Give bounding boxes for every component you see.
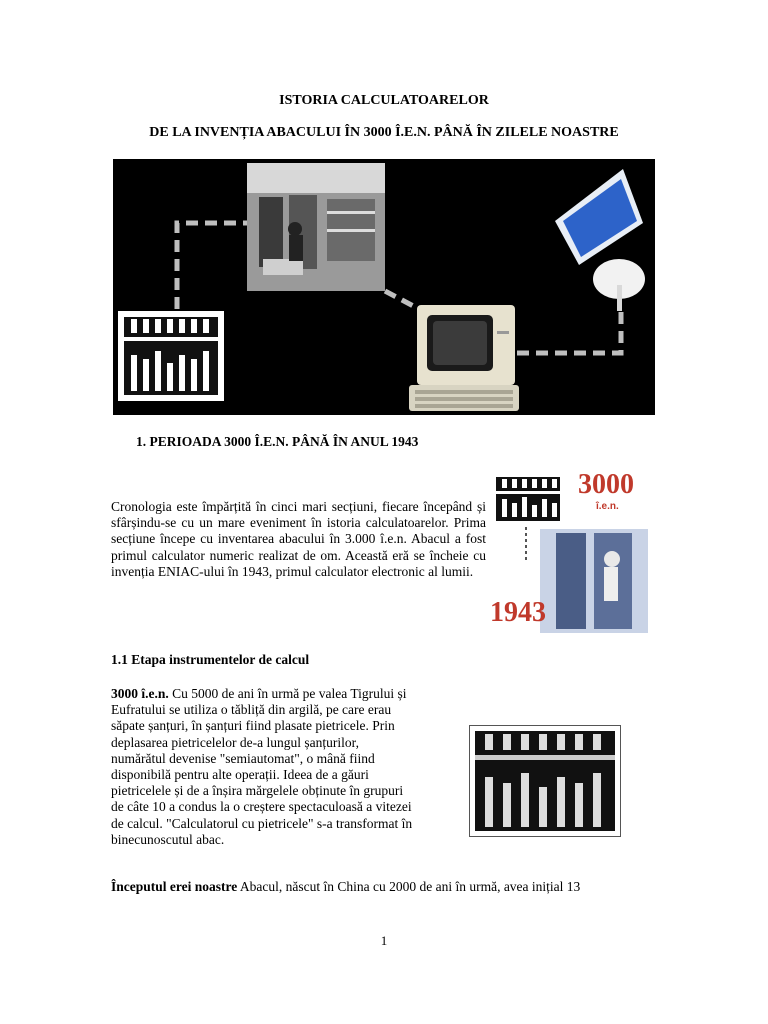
continuation-paragraph	[111, 879, 651, 895]
continuation-lead: Începutul erei noastre	[111, 879, 238, 894]
computer-evolution-image	[113, 159, 655, 415]
abacus-image	[469, 725, 621, 837]
document-subtitle: DE LA INVENȚIA ABACULUI ÎN 3000 Î.E.N. PÂNĂ ÎN ZILELE NOASTRE	[149, 125, 619, 140]
page-number: 1	[380, 933, 388, 948]
document-title: ISTORIA CALCULATOARELOR	[279, 93, 489, 108]
timeline-image	[490, 467, 650, 637]
timeline-year-end: 1943	[490, 597, 546, 628]
mainframe-photo	[247, 163, 385, 291]
subsection-text: Cu 5000 de ani în urmă pe valea Tigrului și Eufratului se utiliza o tăbliță din argilă, pe care erau săpate șanțuri, în șanțuri fiind plasate pietricele. Prin deplasarea pietricelelor de-a lungul șanțurilor, numărătul devenise "semiautomat", o mână fiind disponibilă pentru alte operații. Ideea de a găuri pietricelele și de a înșira mărgelele obținute în grupuri de câte 10 a condus la o creștere spectaculoasă a vitezei de calcul. "Calculatorul cu pietricele" s-a transformat în binecunoscutul abac.	[111, 686, 413, 847]
timeline-era-label: î.e.n.	[596, 501, 619, 512]
timeline-year-start: 3000	[578, 469, 634, 500]
subsection-heading: 1.1 Etapa instrumentelor de calcul	[111, 652, 310, 667]
subsection-paragraph	[111, 686, 416, 848]
desktop-computer-picture	[409, 305, 519, 411]
subsection-lead: 3000 î.e.n.	[111, 686, 173, 701]
section-paragraph: Cronologia este împărțită în cinci mari secțiuni, fiecare începând și sfârșindu-se cu un mare eveniment în istoria calculatoarelor. Prima secțiune începe cu inventarea abacului în 3.000 î.e.n. Abacul a fost primul calculator numeric realizat de om. Această eră se încheie cu invenția ENIAC-ului în 1943, primul calculator electronic al lumii.	[111, 499, 486, 579]
continuation-text: Abacul, născut în China cu 2000 de ani în urmă, avea inițial 13	[237, 879, 581, 894]
section-heading: 1. PERIOADA 3000 Î.E.N. PÂNĂ ÎN ANUL 1943	[136, 434, 419, 449]
abacus-picture	[118, 311, 224, 401]
